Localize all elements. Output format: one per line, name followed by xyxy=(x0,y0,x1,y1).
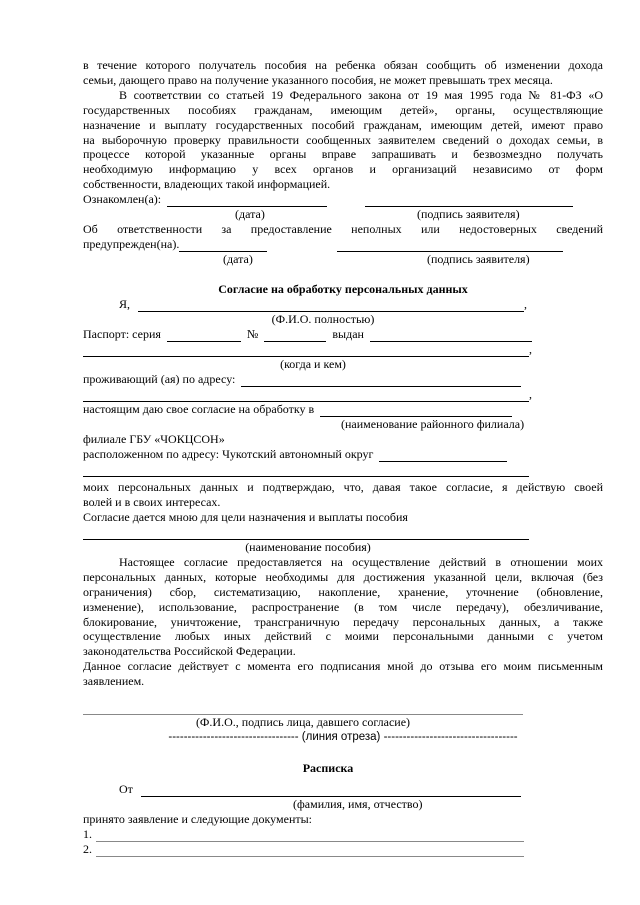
from-row xyxy=(83,782,603,797)
document-item-field[interactable] xyxy=(96,844,524,857)
issued-field-2[interactable] xyxy=(83,344,529,357)
give-consent-label: настоящим даю свое согласие на обработку в xyxy=(83,402,315,417)
document-item-row xyxy=(83,842,603,857)
acquainted-date-field[interactable] xyxy=(167,194,327,207)
number-label: № xyxy=(246,327,259,342)
located-field[interactable] xyxy=(379,449,507,462)
fio-caption: (Ф.И.О. полностью) xyxy=(271,312,375,327)
date-caption: (дата) xyxy=(235,207,265,222)
issued-caption: (когда и кем) xyxy=(280,357,346,372)
text-line: законодательства Российской Федерации. xyxy=(83,644,296,659)
consent-title: Согласие на обработку персональных данных xyxy=(218,282,468,297)
warned-captions xyxy=(83,252,603,267)
text-line: назначение и выплату государственных пособий гражданам, имеющим детей, имеют право xyxy=(83,117,603,132)
from-field[interactable] xyxy=(141,784,521,797)
passport-label: Паспорт: серия xyxy=(83,327,161,342)
text-line: моих персональных данных и подтверждаю, что, давая такое согласие, я действую своей xyxy=(83,480,603,495)
address-row-2: , xyxy=(83,387,603,402)
text-line: Настоящее согласие предоставляется на осуществление действий в отношении моих xyxy=(119,554,603,569)
located-label: расположенном по адресу: Чукотский автономный округ xyxy=(83,447,374,462)
from-caption-row xyxy=(83,797,603,812)
acquainted-row xyxy=(83,192,603,207)
document-item-field[interactable] xyxy=(96,829,524,842)
text-line: ограничения) сбор, систематизацию, накопление, хранение, уточнение (обновление, xyxy=(83,584,603,599)
acquainted-signature-field[interactable] xyxy=(365,194,573,207)
purpose-label: Согласие дается мною для цели назначения и выплаты пособия xyxy=(83,509,408,524)
actions-paragraph xyxy=(83,555,603,659)
passport-number-field[interactable] xyxy=(264,329,326,342)
signer-caption: (Ф.И.О., подпись лица, давшего согласие) xyxy=(195,715,411,730)
text-line: собственности, владеющих такой информацией. xyxy=(83,177,331,192)
document-item-row xyxy=(83,827,603,842)
signature-caption: (подпись заявителя) xyxy=(427,252,530,267)
located-field-2[interactable] xyxy=(83,464,529,477)
issued-row-2: , xyxy=(83,342,603,357)
signer-row xyxy=(83,700,603,715)
fio-field[interactable] xyxy=(138,299,524,312)
warned-date-field[interactable] xyxy=(179,239,267,252)
benefit-field[interactable] xyxy=(83,527,529,540)
text-line: процессе которой указанные органы вправе запрашивать и безвозмездно получать xyxy=(83,147,603,162)
from-caption: (фамилия, имя, отчество) xyxy=(293,797,423,812)
text-line: Об ответственности за предоставление неполных или недостоверных сведений xyxy=(83,222,603,237)
issued-label: выдан xyxy=(332,327,364,342)
acquainted-captions xyxy=(83,207,603,222)
text-line: блокирование, уничтожение, трансграничную передачу персональных данных, а также xyxy=(83,614,603,629)
text-line: осуществление любых иных действий с моими персональными данными с учетом xyxy=(83,629,603,644)
warned-label: предупрежден(на). xyxy=(83,237,180,252)
text-line: В соответствии со статьей 19 Федерального закона от 19 мая 1995 года № 81-ФЗ «О xyxy=(119,87,603,102)
accepted-text: принято заявление и следующие документы: xyxy=(83,812,313,827)
from-label: От xyxy=(119,782,133,797)
benefit-row xyxy=(83,525,603,540)
law-paragraph xyxy=(83,88,603,192)
acquainted-label: Ознакомлен(а): xyxy=(83,192,162,207)
branch-name: филиале ГБУ «ЧОКЦСОН» xyxy=(83,432,225,447)
item-number: 2. xyxy=(83,842,92,857)
branch-field[interactable] xyxy=(320,404,512,417)
receipt-title: Расписка xyxy=(302,761,354,776)
residing-label: проживающий (ая) по адресу: xyxy=(83,372,236,387)
branch-caption: (наименование районного филиала) xyxy=(341,417,525,432)
item-number: 1. xyxy=(83,827,92,842)
passport-series-field[interactable] xyxy=(167,329,241,342)
text-line: Данное согласие действует с момента его подписания мной до отзыва его моим письменным xyxy=(83,659,603,674)
text-line: волей и в своих интересах. xyxy=(83,494,221,509)
text-line: изменение), использование, распространение (в том числе передачу), обезличивание, xyxy=(83,599,603,614)
text-line: персональных данных, которые необходимы для достижения указанной цели, включая (без xyxy=(83,569,603,584)
warned-signature-field[interactable] xyxy=(337,239,563,252)
text-line: заявлением. xyxy=(83,674,145,689)
text-line: на выборочную проверку правильности сообщенных заявителем сведений о доходах семьи, в xyxy=(83,132,603,147)
located-row-2 xyxy=(83,462,603,477)
text-line: государственных пособиях гражданам, имеющим детей», органы, осуществляющие xyxy=(83,102,603,117)
branch-row xyxy=(83,402,603,417)
warned-row xyxy=(83,237,603,252)
fio-row: Я, , xyxy=(119,297,528,312)
address-field-2[interactable] xyxy=(83,389,529,402)
issued-field[interactable] xyxy=(370,329,532,342)
text-line: в течение которого получатель пособия на ребенка обязан сообщить об изменении дохода xyxy=(83,58,603,72)
text-line: необходимую информацию у всех органов и организаций независимо от форм xyxy=(83,162,603,177)
address-row xyxy=(83,372,603,387)
signer-field[interactable] xyxy=(83,702,523,715)
cut-line: ---------------------------------- (линия отреза) ----------------------------------- xyxy=(168,731,518,744)
i-label: Я, xyxy=(119,297,131,312)
document-page xyxy=(83,58,603,857)
signature-caption: (подпись заявителя) xyxy=(417,207,520,222)
date-caption: (дата) xyxy=(223,252,253,267)
benefit-caption: (наименование пособия) xyxy=(245,539,371,554)
address-field[interactable] xyxy=(241,374,521,387)
branch-caption-row xyxy=(83,417,603,432)
text-line: семьи, дающего право на получение указанного пособия, не может превышать трех месяца. xyxy=(83,72,553,87)
passport-row xyxy=(83,327,603,342)
located-row xyxy=(83,447,603,462)
